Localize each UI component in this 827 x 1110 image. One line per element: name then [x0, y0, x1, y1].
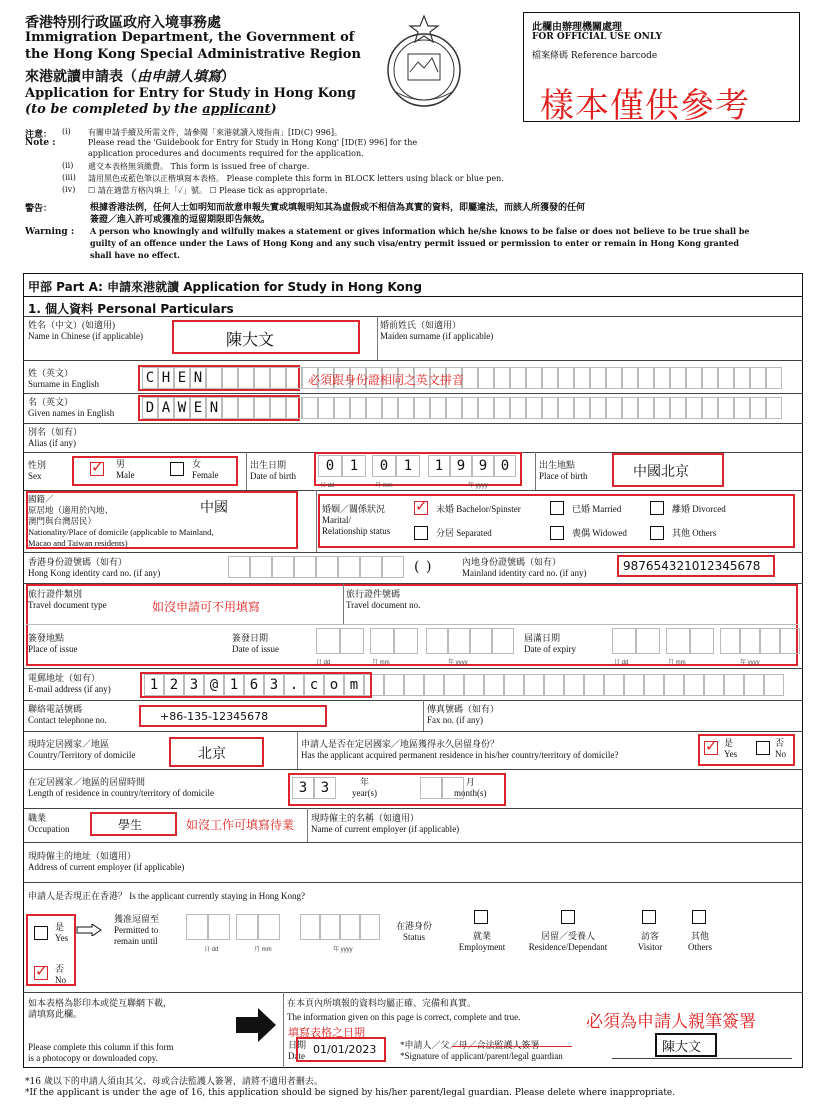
dob-year-char: 9 — [478, 458, 488, 474]
note-1-en-1: Please read the 'Guidebook for Entry for Study in Hong Kong' [ID(E) 996] for the — [88, 138, 418, 147]
official-use-zh: 此欄由辦理機關處理 — [532, 22, 622, 33]
email-char: . — [289, 677, 299, 693]
doi-dd-sub: 日 dd — [316, 660, 331, 666]
widowed-checkbox[interactable] — [550, 526, 564, 540]
alias-label: 別名（如有） Alias (if any) — [28, 427, 83, 448]
email-char: 1 — [229, 677, 239, 693]
status-visitor-checkbox[interactable] — [642, 910, 656, 924]
doe-year-cell[interactable] — [760, 628, 780, 654]
pob-value: 中國北京 — [633, 464, 689, 480]
dob-label: 出生日期 Date of birth — [250, 460, 296, 481]
hkid-cell[interactable] — [228, 556, 250, 578]
years-label: 年 year(s) — [352, 777, 377, 798]
surname-cell[interactable] — [734, 367, 750, 389]
photocopy-note-zh: 如本表格為影印本或從互聯網下載， 請填寫此欄。 — [28, 998, 173, 1019]
dob-day-cell[interactable] — [318, 455, 342, 477]
note-i: (i) — [62, 127, 71, 136]
email-cell[interactable] — [544, 674, 564, 696]
dob-month-cell[interactable] — [372, 455, 396, 477]
warning-en-1: A person who knowingly and wilfully makes a statement or gives information which he/she knows to be false or does not believe to be true shall be — [90, 226, 750, 236]
separated-label: 分居 Separated — [436, 528, 492, 538]
given-name-cell[interactable] — [206, 397, 222, 419]
given-name-cell[interactable] — [270, 397, 286, 419]
given-name-cell[interactable] — [334, 397, 350, 419]
dob-year-cell[interactable] — [428, 455, 450, 477]
months-label: 月 month(s) — [454, 777, 487, 798]
fax-label: 傳真號碼（如有） Fax no. (if any) — [427, 704, 500, 725]
warning-label-en: Warning : — [25, 227, 75, 237]
given-name-char: N — [209, 400, 219, 416]
permit-month-cell[interactable] — [236, 914, 258, 940]
form-title-en: Application for Entry for Study in Hong Kong — [25, 86, 356, 101]
mainland-id-value: 987654321012345678 — [623, 559, 761, 573]
maiden-surname-label: 婚前姓氏（如適用） Maiden surname (if applicable) — [380, 320, 494, 341]
given-names-label: 名（英文） Given names in English — [28, 397, 115, 418]
given-name-cell[interactable] — [750, 397, 766, 419]
given-name-cell[interactable] — [446, 397, 462, 419]
email-cell[interactable] — [684, 674, 704, 696]
note-1-en-2: application procedures and documents required for the application. — [88, 149, 364, 158]
given-name-cell[interactable] — [526, 397, 542, 419]
given-name-cell[interactable] — [366, 397, 382, 419]
declaration-en: The information given on this page is correct, complete and true. — [287, 1012, 521, 1022]
surname-char: H — [161, 370, 171, 386]
arrow-right-black-icon — [236, 1008, 276, 1042]
permit-dd-sub: 日 dd — [204, 947, 219, 953]
email-cell[interactable] — [644, 674, 664, 696]
doe-day-cell[interactable] — [636, 628, 660, 654]
email-cell[interactable] — [664, 674, 684, 696]
signature-label: *申請人／父／母／合法監護人簽署 *Signature of applicant/parent/legal guardian — [400, 1040, 563, 1061]
surname-cell[interactable] — [286, 367, 302, 389]
doe-year-cell[interactable] — [780, 628, 800, 654]
given-name-cell[interactable] — [462, 397, 478, 419]
doi-day-cell[interactable] — [316, 628, 340, 654]
given-name-cell[interactable] — [654, 397, 670, 419]
surname-cell[interactable] — [254, 367, 270, 389]
warning-zh-2: 簽證／進入許可或獲准的逗留期限即告無效。 — [90, 215, 271, 225]
note-label-en: Note : — [25, 138, 56, 148]
dob-year-cell[interactable] — [450, 455, 472, 477]
surname-char: E — [177, 370, 187, 386]
given-name-cell[interactable] — [622, 397, 638, 419]
given-name-char: W — [177, 400, 187, 416]
occupation-value: 學生 — [118, 818, 143, 832]
nationality-value: 中國 — [200, 500, 228, 516]
dob-day-char: 0 — [325, 458, 335, 474]
hkid-paren-left: ( — [414, 559, 420, 575]
permit-year-cell[interactable] — [320, 914, 340, 940]
permit-month-cell[interactable] — [258, 914, 280, 940]
date-value: 01/01/2023 — [313, 1043, 377, 1056]
dob-day-char: 1 — [349, 458, 359, 474]
surname-label: 姓（英文） Surname in English — [28, 368, 99, 389]
photocopy-note-en: Please complete this column if this form is a photocopy or downloaded copy. — [28, 1042, 174, 1063]
given-name-cell[interactable] — [414, 397, 430, 419]
note-iv: (iv) — [62, 185, 76, 194]
given-name-cell[interactable] — [286, 397, 302, 419]
hkid-cell[interactable] — [360, 556, 382, 578]
permitted-until-label: 獲准逗留至 Permitted to remain until — [114, 914, 160, 946]
email-cell[interactable] — [444, 674, 464, 696]
email-char: 3 — [269, 677, 279, 693]
email-cell[interactable] — [604, 674, 624, 696]
residence-months-cell[interactable] — [420, 777, 442, 799]
surname-cell[interactable] — [510, 367, 526, 389]
marital-status-label: 婚姻／關係狀況 Marital/ Relationship status — [322, 504, 391, 536]
surname-cell[interactable] — [206, 367, 222, 389]
surname-cell[interactable] — [494, 367, 510, 389]
official-use-en: FOR OFFICIAL USE ONLY — [532, 32, 663, 42]
note-3: 請用黑色或藍色筆以正楷填寫本表格。 Please complete this form in BLOCK letters using black or blue pen. — [88, 174, 504, 183]
surname-cell[interactable] — [686, 367, 702, 389]
footer-note-zh: *16 歲以下的申請人須由其父、母或合法監護人簽署，請將不適用者刪去。 — [25, 1077, 323, 1087]
surname-cell[interactable] — [478, 367, 494, 389]
surname-char: C — [145, 370, 155, 386]
email-cell[interactable] — [484, 674, 504, 696]
given-name-char: E — [193, 400, 203, 416]
hkid-cell[interactable] — [316, 556, 338, 578]
length-of-residence-label: 在定居國家／地區的居留時間 Length of residence in country/territory of domicile — [28, 777, 214, 798]
sample-watermark: 樣本僅供參考 — [540, 86, 750, 126]
permit-yyyy-sub: 年 yyyy — [333, 947, 353, 953]
form-title-zh: 來港就讀申請表（由申請人填寫） — [25, 69, 235, 85]
name-chinese-label: 姓名（中文）(如適用) Name in Chinese (if applicable) — [28, 320, 143, 341]
arrow-right-icon — [76, 924, 102, 936]
email-cell[interactable] — [464, 674, 484, 696]
residence-years-cell[interactable] — [292, 777, 314, 799]
pr-yes-label: 是 Yes — [724, 738, 738, 759]
note-ii: (ii) — [62, 161, 74, 170]
date-of-expiry-label: 屆滿日期 Date of expiry — [524, 633, 576, 654]
note-4: ☐ 請在適當方格內填上「✓」號。 ☐ Please tick as appropriate. — [88, 186, 328, 195]
dob-year-cell[interactable] — [494, 455, 516, 477]
surname-cell[interactable] — [702, 367, 718, 389]
dob-year-char: 9 — [456, 458, 466, 474]
doe-year-cell[interactable] — [740, 628, 760, 654]
email-cell[interactable] — [384, 674, 404, 696]
note-1-zh: 有關申請手續及所需文件，請參閱「來港就讀入境指南」[ID(C) 996]。 — [88, 128, 342, 137]
surname-cell[interactable] — [190, 367, 206, 389]
status-others-checkbox[interactable] — [692, 910, 706, 924]
surname-cell[interactable] — [158, 367, 174, 389]
nationality-field[interactable] — [26, 491, 298, 549]
status-employment-label: 就業 Employment — [458, 931, 506, 952]
form-subtitle-en: (to be completed by the applicant) — [25, 102, 277, 117]
given-name-cell[interactable] — [142, 397, 158, 419]
residence-years-cell[interactable] — [314, 777, 336, 799]
surname-cell[interactable] — [606, 367, 622, 389]
surname-cell[interactable] — [670, 367, 686, 389]
signature-value: 陳大文 — [662, 1040, 702, 1055]
given-name-cell[interactable] — [398, 397, 414, 419]
permit-day-cell[interactable] — [186, 914, 208, 940]
hkid-cell[interactable] — [294, 556, 316, 578]
in-hk-no-label: 否 No — [55, 964, 66, 985]
given-name-cell[interactable] — [222, 397, 238, 419]
in-hk-yes-checkbox[interactable] — [34, 926, 48, 940]
doe-month-cell[interactable] — [666, 628, 690, 654]
dob-day-cell[interactable] — [342, 455, 366, 477]
in-hk-no-check-mark-icon: ✓ — [35, 962, 48, 980]
given-name-cell[interactable] — [174, 397, 190, 419]
surname-cell[interactable] — [270, 367, 286, 389]
employer-address-label: 現時僱主的地址（如適用） Address of current employer (if applicable) — [28, 851, 185, 872]
doe-month-cell[interactable] — [690, 628, 714, 654]
email-char: c — [309, 677, 319, 693]
note-2: 遞交本表格無須繳費。 This form is issued free of charge. — [88, 162, 310, 171]
surname-cell[interactable] — [718, 367, 734, 389]
single-check-mark-icon: ✓ — [415, 497, 428, 515]
travel-doc-type-label: 旅行證件類別 Travel document type — [28, 589, 107, 610]
travel-doc-annotation: 如沒申請可不用填寫 — [152, 600, 261, 614]
email-field[interactable] — [140, 672, 372, 698]
telephone-value: +86-135-12345678 — [160, 710, 269, 723]
dob-month-char: 0 — [379, 458, 389, 474]
occupation-annotation: 如沒工作可填寫待業 — [186, 818, 295, 832]
dob-year-cell[interactable] — [472, 455, 494, 477]
given-name-cell[interactable] — [254, 397, 270, 419]
surname-cell[interactable] — [526, 367, 542, 389]
signature-annotation: 必須為申請人親筆簽署 — [586, 1012, 756, 1032]
warning-label-zh: 警告： — [25, 204, 53, 214]
surname-cell[interactable] — [590, 367, 606, 389]
others-checkbox[interactable] — [650, 526, 664, 540]
email-char: 1 — [149, 677, 159, 693]
permit-year-cell[interactable] — [360, 914, 380, 940]
mainland-id-label: 內地身份證號碼（如有） Mainland identity card no. (if any) — [462, 557, 587, 578]
dob-year-char: 0 — [500, 458, 510, 474]
dept-name-en-1: Immigration Department, the Government of — [25, 30, 355, 45]
surname-cell[interactable] — [766, 367, 782, 389]
email-char: 6 — [249, 677, 259, 693]
pr-yes-check-mark-icon: ✓ — [705, 737, 718, 755]
male-check-mark-icon: ✓ — [91, 458, 104, 476]
date-of-issue-label: 簽發日期 Date of issue — [232, 633, 279, 654]
given-name-cell[interactable] — [238, 397, 254, 419]
email-cell[interactable] — [624, 674, 644, 696]
doi-yyyy-sub: 年 yyyy — [448, 660, 468, 666]
email-char: o — [329, 677, 339, 693]
email-cell[interactable] — [504, 674, 524, 696]
email-cell[interactable] — [524, 674, 544, 696]
dob-year-char: 1 — [434, 458, 444, 474]
given-name-cell[interactable] — [686, 397, 702, 419]
surname-cell[interactable] — [238, 367, 254, 389]
email-cell[interactable] — [584, 674, 604, 696]
note-label-zh: 注意： — [25, 130, 53, 140]
permit-mm-sub: 月 mm — [254, 947, 272, 953]
surname-cell[interactable] — [222, 367, 238, 389]
dept-name-zh: 香港特別行政區政府入境事務處 — [25, 15, 221, 31]
in-hong-kong-question: 申請人是否現正在香港？ Is the applicant currently staying in Hong Kong? — [28, 891, 305, 901]
status-employment-checkbox[interactable] — [474, 910, 488, 924]
immigration-emblem-icon — [374, 12, 474, 112]
given-name-char: A — [161, 400, 171, 416]
divorced-checkbox[interactable] — [650, 501, 664, 515]
declaration-zh: 在本頁內所填報的資料均屬正確、完備和真實。 — [287, 998, 477, 1008]
email-char: 3 — [189, 677, 199, 693]
note-iii: (iii) — [62, 173, 76, 182]
hkid-cell[interactable] — [338, 556, 360, 578]
warning-en-2: guilty of an offence under the Laws of Hong Kong and any such visa/entry permit issued or permission to enter or remain in Hong Kong granted — [90, 238, 739, 248]
given-name-cell[interactable] — [718, 397, 734, 419]
given-name-cell[interactable] — [478, 397, 494, 419]
country-domicile-value: 北京 — [198, 746, 226, 762]
hkid-cell[interactable] — [272, 556, 294, 578]
section-1-heading: 1. 個人資料 Personal Particulars — [28, 302, 234, 316]
given-name-cell[interactable] — [302, 397, 318, 419]
given-name-cell[interactable] — [350, 397, 366, 419]
doi-year-cell[interactable] — [470, 628, 492, 654]
email-cell[interactable] — [744, 674, 764, 696]
doe-mm-sub: 月 mm — [668, 660, 686, 666]
status-others-label: 其他 Others — [688, 931, 712, 952]
status-visitor-label: 訪客 Visitor — [637, 931, 663, 952]
given-name-char: D — [145, 400, 155, 416]
warning-zh-1: 根據香港法例，任何人士如明知而故意申報失實或填報明知其為虛假或不相信為真實的資料，即屬違法，而該人所獲發的任何 — [90, 203, 586, 213]
doe-day-cell[interactable] — [612, 628, 636, 654]
given-name-cell[interactable] — [510, 397, 526, 419]
given-name-cell[interactable] — [158, 397, 174, 419]
given-name-cell[interactable] — [590, 397, 606, 419]
doe-year-cell[interactable] — [720, 628, 740, 654]
status-residence-label: 居留／受養人 Residence/Dependant — [528, 931, 608, 952]
hkid-cell[interactable] — [250, 556, 272, 578]
married-checkbox[interactable] — [550, 501, 564, 515]
residence-years-char: 3 — [320, 780, 330, 796]
doi-year-cell[interactable] — [448, 628, 470, 654]
hkid-cell[interactable] — [382, 556, 404, 578]
permit-day-cell[interactable] — [208, 914, 230, 940]
given-name-cell[interactable] — [606, 397, 622, 419]
surname-cell[interactable] — [574, 367, 590, 389]
occupation-label: 職業 Occupation — [28, 813, 70, 834]
email-cell[interactable] — [404, 674, 424, 696]
warning-en-3: shall have no effect. — [90, 250, 180, 260]
residence-years-char: 3 — [298, 780, 308, 796]
dob-yyyy-sub: 年 yyyy — [468, 483, 488, 489]
email-cell[interactable] — [764, 674, 784, 696]
divorced-label: 離婚 Divorced — [672, 504, 726, 514]
dob-month-char: 1 — [403, 458, 413, 474]
place-of-issue-label: 簽發地點 Place of issue — [28, 633, 78, 654]
given-name-cell[interactable] — [702, 397, 718, 419]
date-annotation: 填寫表格之日期 — [288, 1026, 365, 1039]
surname-cell[interactable] — [558, 367, 574, 389]
female-label: 女 Female — [192, 459, 219, 480]
signature-strike-line — [452, 1046, 572, 1047]
given-name-cell[interactable] — [382, 397, 398, 419]
hkid-label: 香港身份證號碼（如有） Hong Kong identity card no. (if any) — [28, 557, 161, 578]
surname-cell[interactable] — [174, 367, 190, 389]
country-domicile-label: 現時定居國家／地區 Country/Territory of domicile — [28, 739, 136, 760]
reference-barcode-label: 檔案條碼 Reference barcode — [532, 51, 658, 61]
footer-note-en: *If the applicant is under the age of 16, this application should be signed by his/her parent/legal guardian. Please delete where inappropriate. — [25, 1088, 676, 1098]
employer-name-label: 現時僱主的名稱（如適用） Name of current employer (if applicable) — [311, 813, 460, 834]
pob-label: 出生地點 Place of birth — [539, 460, 588, 481]
status-residence-checkbox[interactable] — [561, 910, 575, 924]
doi-year-cell[interactable] — [426, 628, 448, 654]
given-name-cell[interactable] — [734, 397, 750, 419]
sex-label: 性別 Sex — [28, 460, 47, 481]
given-name-cell[interactable] — [766, 397, 782, 419]
doi-year-cell[interactable] — [492, 628, 514, 654]
surname-cell[interactable] — [750, 367, 766, 389]
date-label: 日期 Date — [288, 1040, 307, 1061]
dob-mm-sub: 月 mm — [375, 483, 393, 489]
pr-no-checkbox[interactable] — [756, 741, 770, 755]
married-label: 已婚 Married — [572, 504, 622, 514]
email-label: 電郵地址（如有） E-mail address (if any) — [28, 673, 111, 694]
doi-mm-sub: 月 mm — [372, 660, 390, 666]
name-chinese-value: 陳大文 — [226, 330, 275, 349]
others-label: 其他 Others — [672, 528, 717, 538]
male-label: 男 Male — [116, 459, 135, 480]
status-label: 在港身份 Status — [396, 921, 433, 942]
pr-no-label: 否 No — [775, 738, 786, 759]
surname-annotation: 必須跟身份證相同之英文拼音 — [308, 373, 465, 387]
female-checkbox[interactable] — [170, 462, 184, 476]
doe-dd-sub: 日 dd — [614, 660, 629, 666]
given-name-cell[interactable] — [558, 397, 574, 419]
dob-dd-sub: 日 dd — [320, 483, 335, 489]
single-label: 未婚 Bachelor/Spinster — [436, 504, 521, 514]
email-char: @ — [209, 677, 219, 693]
doi-month-cell[interactable] — [394, 628, 418, 654]
surname-cell[interactable] — [638, 367, 654, 389]
email-cell[interactable] — [724, 674, 744, 696]
permanent-residence-label: 申請人是否在定居國家／地區獲得永久居留身份？ Has the applicant acquired permanent residence in his/her country/territory of domicile? — [301, 739, 619, 760]
doi-day-cell[interactable] — [340, 628, 364, 654]
permit-year-cell[interactable] — [300, 914, 320, 940]
travel-doc-no-label: 旅行證件號碼 Travel document no. — [346, 589, 421, 610]
email-char: 2 — [169, 677, 179, 693]
given-name-cell[interactable] — [542, 397, 558, 419]
surname-cell[interactable] — [462, 367, 478, 389]
email-cell[interactable] — [564, 674, 584, 696]
email-char: m — [349, 677, 359, 693]
dept-name-en-2: the Hong Kong Special Administrative Region — [25, 47, 361, 62]
separated-checkbox[interactable] — [414, 526, 428, 540]
given-name-cell[interactable] — [574, 397, 590, 419]
email-cell[interactable] — [704, 674, 724, 696]
surname-cell[interactable] — [542, 367, 558, 389]
doe-yyyy-sub: 年 yyyy — [740, 660, 760, 666]
given-name-cell[interactable] — [638, 397, 654, 419]
dob-month-cell[interactable] — [396, 455, 420, 477]
surname-char: N — [193, 370, 203, 386]
surname-cell[interactable] — [622, 367, 638, 389]
given-name-cell[interactable] — [430, 397, 446, 419]
nationality-label: 國籍／ 原居地（適用於內地、 澳門與台灣居民） Nationality/Place of domicile (applicable to Mainland, Macao and Taiwan residents) — [28, 494, 214, 548]
permit-year-cell[interactable] — [340, 914, 360, 940]
email-cell[interactable] — [424, 674, 444, 696]
given-name-cell[interactable] — [318, 397, 334, 419]
widowed-label: 喪偶 Widowed — [572, 528, 627, 538]
doi-month-cell[interactable] — [370, 628, 394, 654]
given-name-cell[interactable] — [494, 397, 510, 419]
surname-cell[interactable] — [142, 367, 158, 389]
given-name-cell[interactable] — [190, 397, 206, 419]
telephone-label: 聯絡電話號碼 Contact telephone no. — [28, 704, 107, 725]
part-a-heading: 甲部 Part A: 申請來港就讀 Application for Study in Hong Kong — [28, 280, 422, 294]
in-hk-yes-label: 是 Yes — [55, 922, 69, 943]
given-name-cell[interactable] — [670, 397, 686, 419]
surname-cell[interactable] — [654, 367, 670, 389]
hkid-paren-right: ) — [426, 559, 432, 575]
